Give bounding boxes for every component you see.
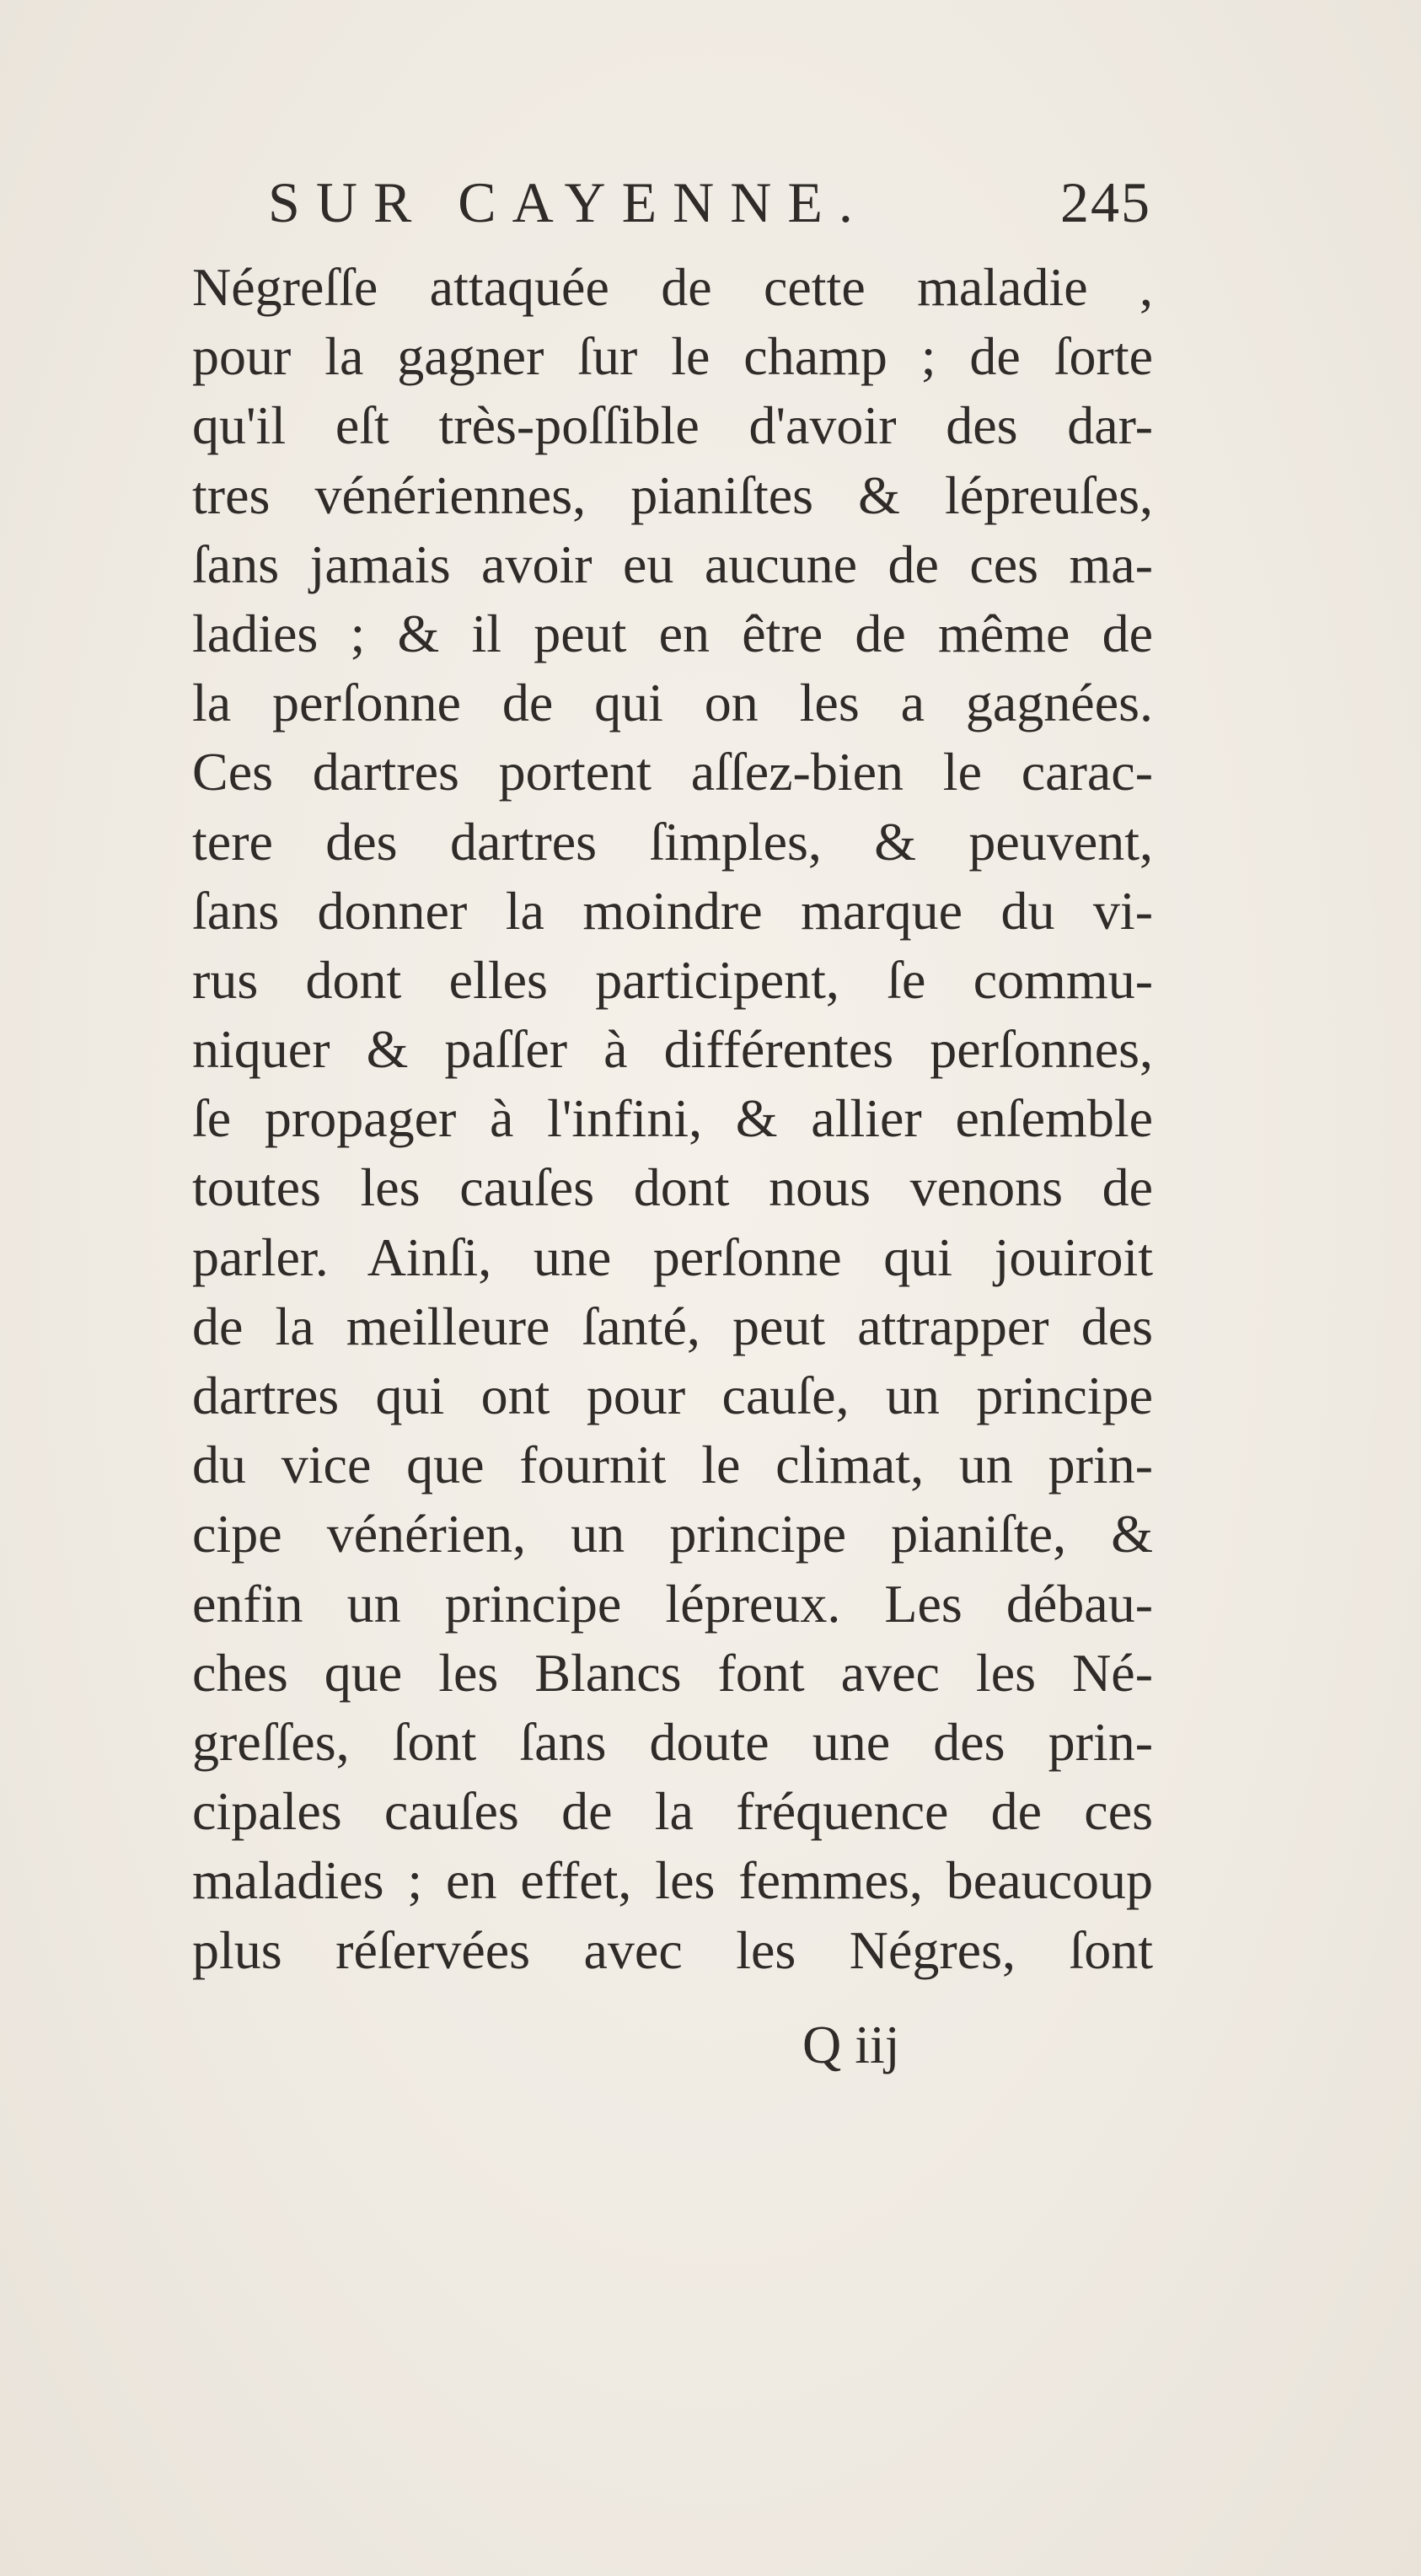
text-line: plus réſervées avec les Négres, ſont [192,1919,1153,1980]
text-line: Ces dartres portent aſſez-bien le carac- [192,742,1153,802]
text-line: Négreſſe attaquée de cette maladie , [192,257,1153,317]
text-line: rus dont elles participent, ſe commu- [192,949,1153,1010]
text-line: ſans donner la moindre marque du vi- [192,880,1153,941]
body-text [192,253,1153,1985]
text-line: qu'il eſt très-poſſible d'avoir des dar- [192,395,1153,456]
text-line: enfin un principe lépreux. Les débau- [192,1573,1153,1634]
text-line: la perſonne de qui on les a gagnées. [192,673,1153,733]
text-line: tres vénériennes, pianiſtes & lépreuſes, [192,464,1153,525]
signature-mark: Q iij [802,2015,900,2074]
text-line: toutes les cauſes dont nous venons de [192,1157,1153,1218]
text-line: du vice que fournit le climat, un prin- [192,1435,1153,1495]
running-head: SUR CAYENNE. [268,170,869,234]
text-line: maladies ; en effet, les femmes, beaucoup [192,1850,1153,1911]
text-line: pour la gagner ſur le champ ; de ſorte [192,326,1153,387]
text-line: niquer & paſſer à différentes perſonnes, [192,1019,1153,1080]
text-line: cipales cauſes de la fréquence de ces [192,1781,1153,1842]
text-line: cipe vénérien, un principe pianiſte, & [192,1504,1153,1564]
page-number: 245 [1060,170,1151,234]
text-line: ches que les Blancs font avec les Né- [192,1642,1153,1703]
text-line: de la meilleure ſanté, peut attrapper des [192,1296,1153,1356]
text-line: dartres qui ont pour cauſe, un principe [192,1366,1153,1425]
text-line: ſans jamais avoir eu aucune de ces ma- [192,534,1153,594]
text-line: tere des dartres ſimples, & peuvent, [192,811,1153,872]
text-line: ladies ; & il peut en être de même de [192,603,1153,663]
text-line: parler. Ainſi, une perſonne qui jouiroit [192,1226,1153,1287]
text-line: greſſes, ſont ſans doute une des prin- [192,1711,1153,1772]
text-line: ſe propager à l'infini, & allier enſemble [192,1088,1153,1149]
